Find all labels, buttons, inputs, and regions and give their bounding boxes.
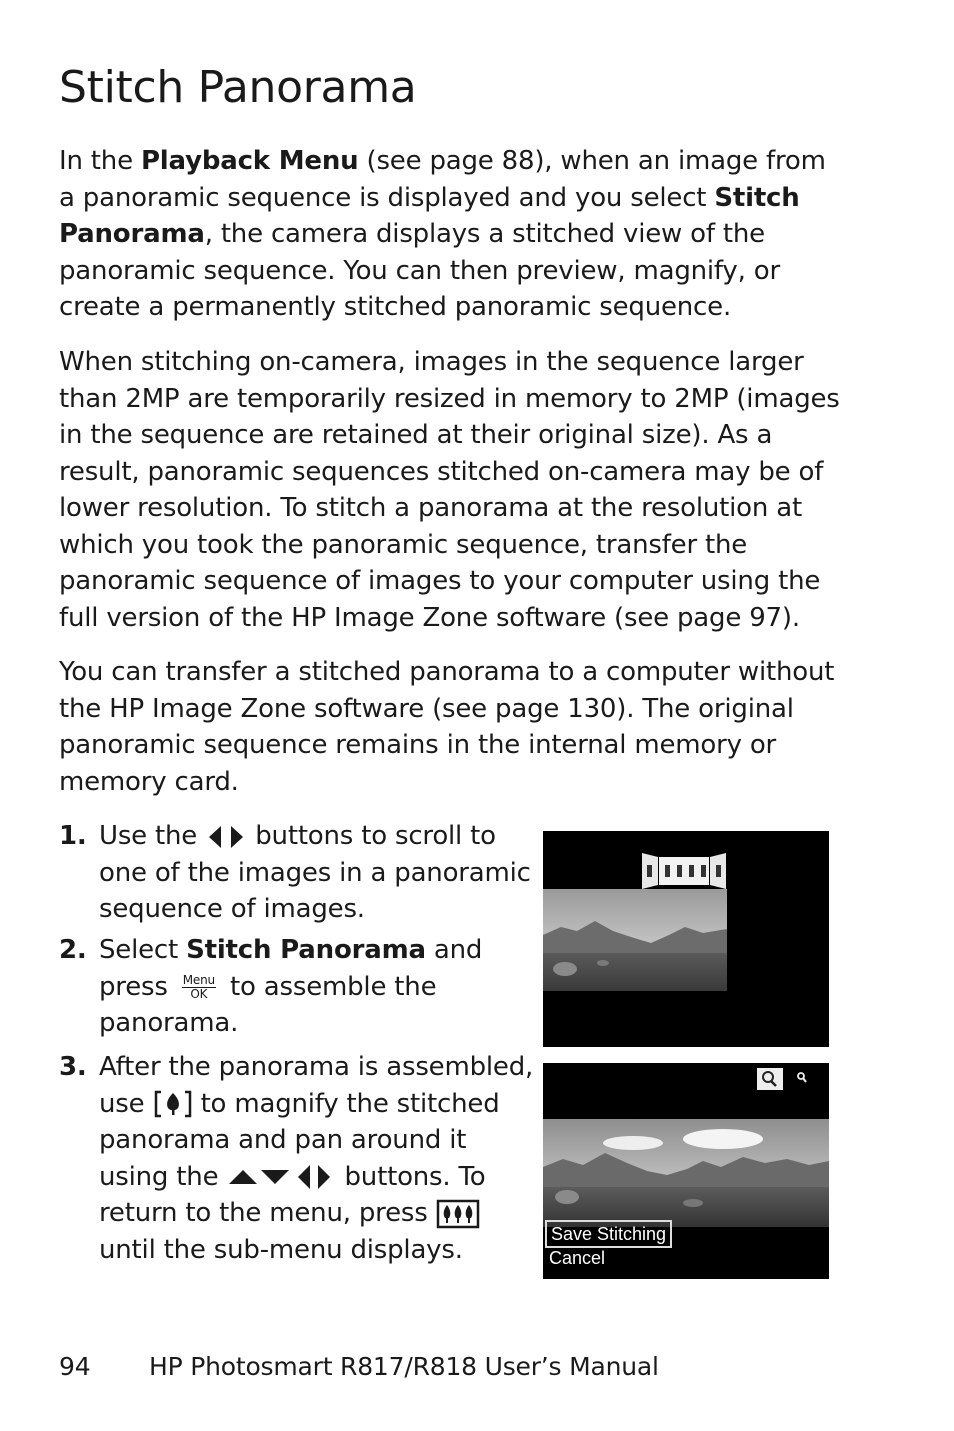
panorama-landscape-image [543, 831, 829, 1047]
step-number: 2. [59, 935, 87, 965]
menu-ok-icon: Menu OK [182, 972, 215, 1001]
zoom-tele-icon [153, 1089, 193, 1119]
transfer-paragraph: You can transfer a stitched panorama to a computer without the HP Image Zone software (see page 130). The original panoramic sequence remains in the internal memory or memory card. [59, 657, 835, 797]
intro-paragraph: In the Playback Menu (see page 88), when an image from a panoramic sequence is displayed and you select Stitch Panorama, the camera displays a stitched view of the panoramic sequence. You can then preview, magnify, or create a permanently stitched panoramic sequence. [59, 146, 826, 322]
page-title: Stitch Panorama [59, 62, 417, 113]
stitching-note-paragraph: When stitching on-camera, images in the sequence larger than 2MP are temporarily resized in memory to 2MP (images in the sequence are retained at their original size). As a result, panoramic sequences stitched on-camera may be of lower resolution. To stitch a panorama at the resolution at which you took the panoramic sequence, transfer the panoramic sequence of images to your computer using the full version of the HP Image Zone software (see page 97). [59, 347, 840, 633]
step-text: After the panorama is assembled, use to magnify the stitched panorama and pan around it using the buttons. To return to the menu, press until the sub-menu displays. [99, 1052, 534, 1265]
cancel-menu-item[interactable]: Cancel [549, 1248, 606, 1268]
zoom-indicator-icon [757, 1068, 806, 1090]
step-number: 1. [59, 821, 87, 851]
playback-thumbnails-icon [436, 1199, 480, 1229]
camera-screen-panorama-preview [543, 831, 829, 1047]
panorama-direction-indicator [642, 853, 726, 889]
step-text: Use the buttons to scroll to one of the images in a panoramic sequence of images. [99, 821, 531, 924]
left-right-arrows-icon [292, 1164, 336, 1190]
left-right-arrows-icon [205, 825, 247, 849]
step-number: 3. [59, 1052, 87, 1082]
step-text: Select Stitch Panorama and press Menu OK to assemble the panorama. [99, 935, 483, 1038]
save-stitching-menu-item[interactable]: Save Stitching [545, 1220, 672, 1248]
up-down-arrows-icon [226, 1167, 292, 1187]
page-number: 94 [59, 1352, 91, 1381]
page-footer [59, 1352, 659, 1381]
manual-title: HP Photosmart R817/R818 User’s Manual [149, 1352, 659, 1381]
